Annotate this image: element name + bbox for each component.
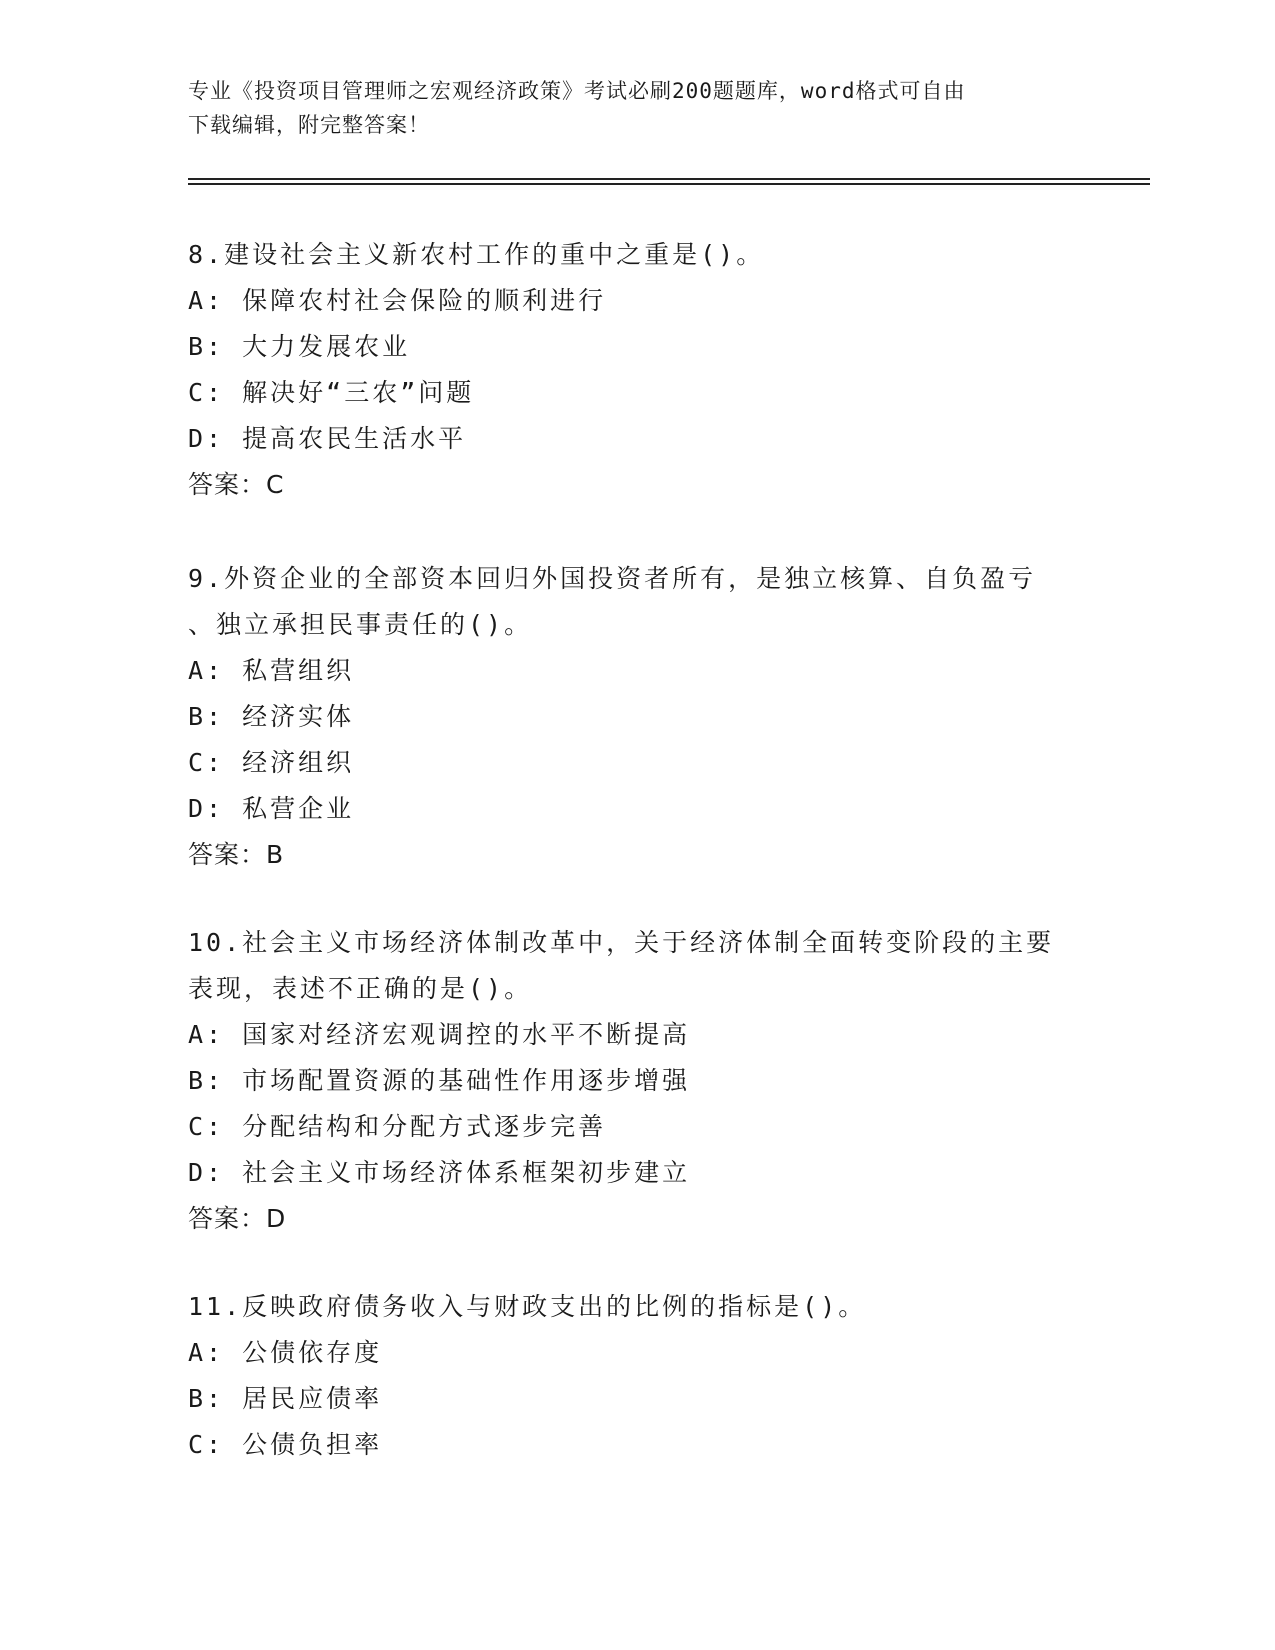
question-8 [188, 232, 1088, 508]
option-d: D: 提高农民生活水平 [188, 424, 467, 453]
option-c: C: 分配结构和分配方式逐步完善 [188, 1112, 607, 1141]
answer: 答案：D [188, 1204, 287, 1233]
option-d: D: 社会主义市场经济体系框架初步建立 [188, 1158, 691, 1187]
question-11 [188, 1284, 1088, 1468]
option-a: A: 国家对经济宏观调控的水平不断提高 [188, 1020, 691, 1049]
question-stem-line-1: 10.社会主义市场经济体制改革中，关于经济体制全面转变阶段的主要 [188, 928, 1055, 957]
question-stem: 11.反映政府债务收入与财政支出的比例的指标是()。 [188, 1292, 867, 1321]
question-stem-line-1: 9.外资企业的全部资本回归外国投资者所有，是独立核算、自负盈亏 [188, 564, 1037, 593]
header-line-1: 专业《投资项目管理师之宏观经济政策》考试必刷200题题库，word格式可自由 [188, 79, 966, 103]
option-b: B: 经济实体 [188, 702, 355, 731]
option-d: D: 私营企业 [188, 794, 355, 823]
answer: 答案：C [188, 470, 285, 499]
document-header [188, 74, 1068, 142]
option-a: A: 私营组织 [188, 656, 355, 685]
option-c: C: 公债负担率 [188, 1430, 383, 1459]
option-a: A: 公债依存度 [188, 1338, 383, 1367]
answer: 答案：B [188, 840, 285, 869]
question-9 [188, 556, 1088, 878]
option-b: B: 居民应债率 [188, 1384, 383, 1413]
header-divider-top [188, 178, 1150, 180]
option-a: A: 保障农村社会保险的顺利进行 [188, 286, 607, 315]
question-10 [188, 920, 1088, 1242]
option-b: B: 市场配置资源的基础性作用逐步增强 [188, 1066, 691, 1095]
question-stem-line-2: 表现，表述不正确的是()。 [188, 974, 533, 1003]
question-stem: 8.建设社会主义新农村工作的重中之重是()。 [188, 240, 765, 269]
header-line-2: 下载编辑，附完整答案！ [188, 113, 430, 137]
option-c: C: 解决好“三农”问题 [188, 378, 475, 407]
question-stem-line-2: 、独立承担民事责任的()。 [188, 610, 533, 639]
option-b: B: 大力发展农业 [188, 332, 411, 361]
option-c: C: 经济组织 [188, 748, 355, 777]
header-divider-bottom [188, 183, 1150, 185]
